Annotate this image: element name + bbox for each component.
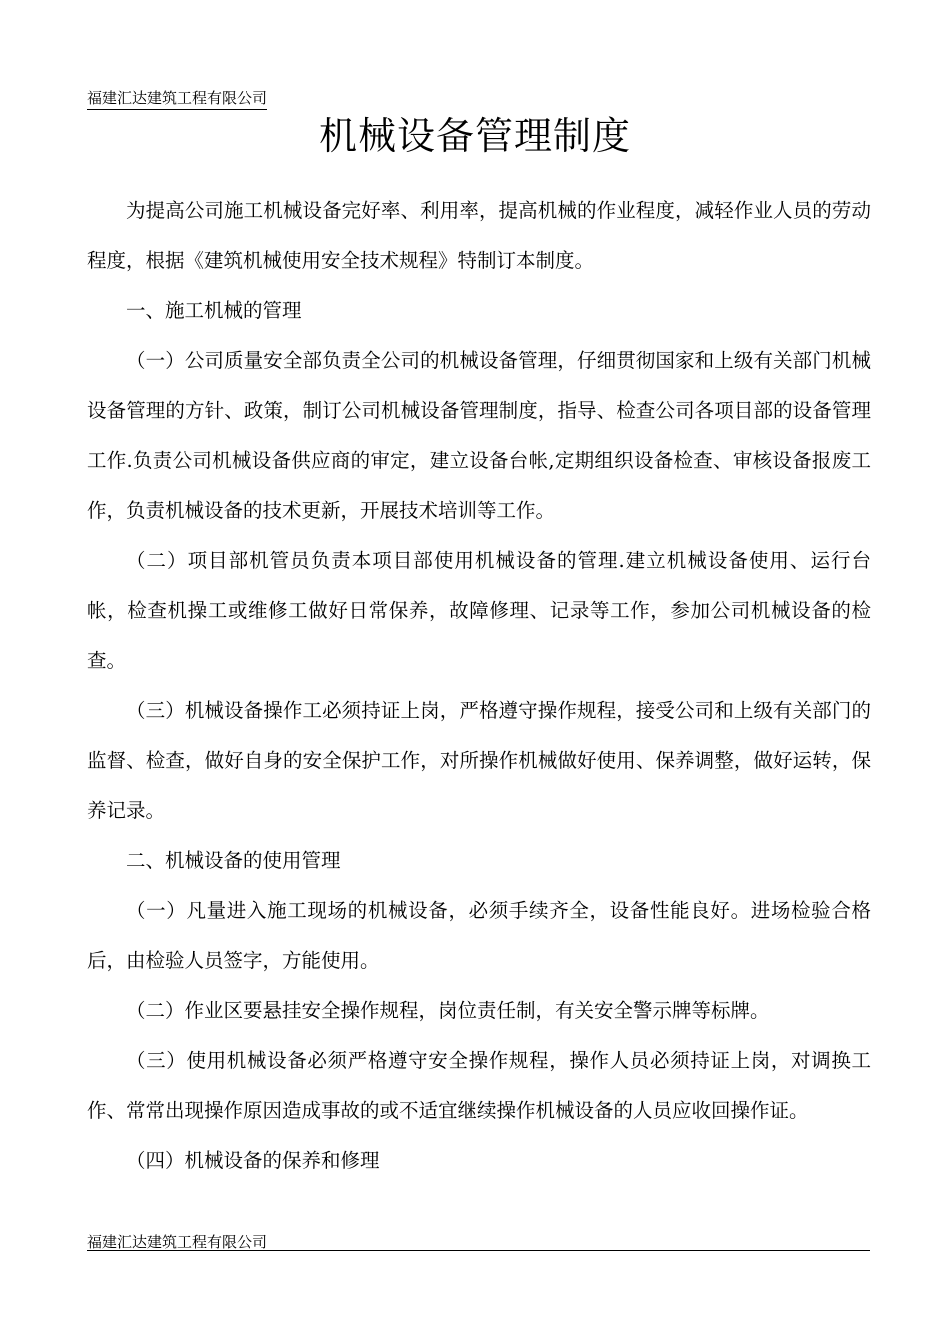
section-2-item-2: （二）作业区要悬挂安全操作规程，岗位责任制，有关安全警示牌等标牌。 [126, 999, 770, 1022]
section-1-item-2: （二）项目部机管员负责本项目部使用机械设备的管理.建立机械设备使用、运行台帐，检查机操工或维修工做好日常保养，故障修理、记录等工作，参加公司机械设备的检查。 [87, 549, 871, 672]
section-2-item-4: （四）机械设备的保养和修理 [126, 1149, 380, 1172]
section-1-item-1: （一）公司质量安全部负责全公司的机械设备管理，仔细贯彻国家和上级有关部门机械设备管理的方针、政策，制订公司机械设备管理制度，指导、检查公司各项目部的设备管理工作.负责公司机械设备供应商的审定，建立设备台帐,定期组织设备检查、审核设备报废工作，负责机械设备的技术更新，开展技术培训等工作。 [87, 349, 871, 522]
section-heading-2: 二、机械设备的使用管理 [126, 849, 341, 872]
section-heading-1: 一、施工机械的管理 [126, 299, 302, 322]
section-2-item-1: （一）凡量进入施工现场的机械设备，必须手续齐全，设备性能良好。进场检验合格后，由检验人员签字，方能使用。 [87, 899, 871, 972]
section-2-item-3: （三）使用机械设备必须严格遵守安全操作规程，操作人员必须持证上岗，对调换工作、常常出现操作原因造成事故的或不适宜继续操作机械设备的人员应收回操作证。 [87, 1049, 871, 1122]
footer-divider [87, 1250, 870, 1251]
footer-company-name: 福建汇达建筑工程有限公司 [87, 1233, 268, 1251]
intro-paragraph: 为提高公司施工机械设备完好率、利用率，提高机械的作业程度，减轻作业人员的劳动程度，根据《建筑机械使用安全技术规程》特制订本制度。 [87, 199, 871, 272]
document-body [87, 186, 871, 1186]
document-title: 机械设备管理制度 [318, 114, 631, 158]
section-1-item-3: （三）机械设备操作工必须持证上岗，严格遵守操作规程，接受公司和上级有关部门的监督、检查，做好自身的安全保护工作，对所操作机械做好使用、保养调整，做好运转，保养记录。 [87, 699, 871, 822]
header-company-name: 福建汇达建筑工程有限公司 [87, 88, 267, 110]
